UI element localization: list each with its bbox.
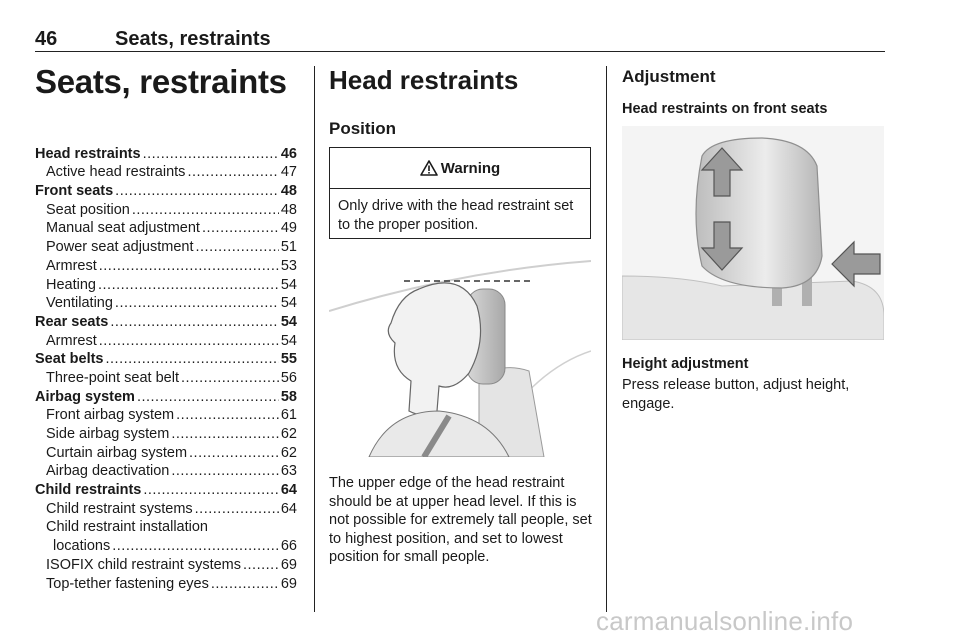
toc-entry: [35, 573, 297, 592]
toc-leader-dots: [137, 389, 279, 405]
chapter-title: Seats, restraints: [35, 63, 287, 100]
toc-label: Front airbag system: [46, 407, 175, 424]
toc-entry: [35, 461, 297, 480]
toc-page-number: 63: [280, 463, 297, 480]
toc-page-number: 61: [280, 407, 297, 424]
toc-leader-dots: [99, 258, 279, 274]
toc-entry: [35, 274, 297, 293]
toc-label: Three-point seat belt: [46, 369, 179, 386]
toc-page-number: 54: [280, 295, 297, 312]
front-seats-subheading: Head restraints on front seats: [622, 101, 828, 117]
warning-triangle-icon: [420, 160, 438, 176]
toc-leader-dots: [189, 445, 279, 461]
warning-text: Only drive with the head restraint set to the proper position.: [338, 198, 574, 233]
toc-label: Airbag deactivation: [46, 463, 170, 480]
toc-leader-dots: [171, 426, 279, 442]
toc-page-number: 51: [280, 239, 297, 256]
toc-page-number: 64: [280, 482, 297, 499]
toc-entry: [35, 405, 297, 424]
toc-leader-dots: [115, 295, 279, 311]
toc-page-number: 66: [280, 538, 297, 555]
toc-label: Head restraints: [35, 145, 141, 162]
driver-head-restraint-illustration: [329, 251, 591, 457]
toc-entry: [35, 199, 297, 218]
toc-leader-dots: [115, 183, 279, 199]
toc-leader-dots: [110, 314, 279, 330]
toc-label: Armrest: [46, 257, 97, 274]
toc-leader-dots: [202, 220, 279, 236]
toc-page-number: 69: [280, 556, 297, 573]
toc-entry: [35, 143, 297, 162]
table-of-contents: [35, 143, 297, 592]
toc-label: Side airbag system: [46, 426, 170, 442]
toc-entry: [35, 479, 297, 498]
toc-leader-dots: [98, 277, 279, 293]
toc-label: Manual seat adjustment: [46, 220, 200, 237]
height-adjustment-paragraph: Press release button, adjust height, engage.: [622, 377, 850, 412]
toc-entry: [35, 311, 297, 330]
position-heading: Position: [329, 119, 397, 138]
column-divider: [314, 66, 315, 612]
toc-entry: [35, 255, 297, 274]
arrow-left-icon: [832, 242, 880, 286]
toc-entry: [35, 330, 297, 349]
toc-page-number: 48: [280, 201, 297, 218]
toc-entry: [35, 162, 297, 181]
toc-leader-dots: [112, 538, 279, 554]
toc-label: Heating: [46, 276, 96, 293]
adjustment-heading: Adjustment: [622, 67, 716, 86]
toc-entry: [35, 180, 297, 199]
toc-leader-dots: [143, 482, 279, 498]
toc-label: Top-tether fastening eyes: [46, 575, 209, 592]
page-number: 46: [35, 28, 58, 50]
header-rule: [35, 51, 885, 52]
toc-entry: [35, 554, 297, 573]
warning-title: Warning: [440, 159, 501, 177]
toc-page-number: 54: [280, 276, 297, 293]
toc-label: Active head restraints: [46, 164, 186, 181]
toc-page-number: 62: [280, 426, 297, 442]
toc-entry: [35, 442, 297, 461]
toc-leader-dots: [181, 370, 279, 386]
toc-label: Front seats: [35, 183, 114, 200]
height-adjustment-heading: Height adjustment: [622, 356, 749, 372]
toc-entry: [35, 367, 297, 386]
toc-leader-dots: [243, 557, 279, 573]
toc-leader-dots: [196, 239, 279, 255]
toc-label: Rear seats: [35, 313, 109, 330]
toc-label: Power seat adjustment: [46, 239, 194, 256]
toc-leader-dots: [132, 202, 279, 218]
toc-label: Airbag system: [35, 388, 135, 405]
toc-page-number: 54: [280, 313, 297, 330]
toc-leader-dots: [211, 576, 279, 592]
toc-page-number: 49: [280, 220, 297, 237]
toc-leader-dots: [171, 463, 279, 479]
toc-leader-dots: [143, 146, 279, 162]
column-divider: [606, 66, 607, 612]
position-paragraph: The upper edge of the head restraint should be at upper head level. If this is not possible for extremely tall people, set to highest position, and set to lowest position for small people.: [329, 475, 592, 565]
toc-label: Seat position: [46, 201, 130, 218]
toc-leader-dots: [106, 351, 279, 367]
toc-label: Ventilating: [46, 295, 113, 312]
toc-page-number: 53: [280, 257, 297, 274]
toc-entry: [35, 236, 297, 255]
watermark: carmanualsonline.info: [596, 606, 854, 636]
toc-label: Child restraint systems: [46, 500, 193, 517]
toc-page-number: 58: [280, 388, 297, 405]
toc-page-number: 54: [280, 332, 297, 349]
toc-page-number: 47: [280, 164, 297, 181]
toc-entry: [35, 218, 297, 237]
toc-page-number: 48: [280, 183, 297, 200]
section-title: Head restraints: [329, 65, 519, 95]
toc-label: Armrest: [46, 332, 97, 349]
toc-leader-dots: [187, 164, 278, 180]
toc-label: locations: [53, 538, 111, 555]
running-head: Seats, restraints: [115, 28, 271, 50]
toc-label: Child restraint installation: [46, 519, 208, 536]
toc-entry: [35, 535, 297, 554]
toc-page-number: 56: [280, 369, 297, 386]
toc-entry: [35, 498, 297, 517]
toc-entry: [35, 349, 297, 368]
toc-page-number: 69: [280, 575, 297, 592]
toc-leader-dots: [176, 407, 279, 423]
toc-leader-dots: [195, 501, 279, 517]
toc-page-number: 46: [280, 145, 297, 162]
toc-label: Child restraints: [35, 482, 142, 499]
toc-label: Seat belts: [35, 351, 104, 368]
toc-page-number: 62: [280, 444, 297, 461]
headrest-adjustment-illustration: [622, 126, 884, 340]
warning-box: [329, 147, 591, 239]
toc-entry: [35, 423, 297, 442]
toc-entry: [35, 517, 297, 536]
toc-page-number: 64: [280, 500, 297, 517]
toc-label: Curtain airbag system: [46, 444, 188, 461]
toc-entry: [35, 293, 297, 312]
toc-page-number: 55: [280, 351, 297, 368]
warning-header: [330, 148, 590, 189]
toc-leader-dots: [99, 333, 279, 349]
toc-label: ISOFIX child restraint systems: [46, 556, 241, 573]
toc-entry: [35, 386, 297, 405]
